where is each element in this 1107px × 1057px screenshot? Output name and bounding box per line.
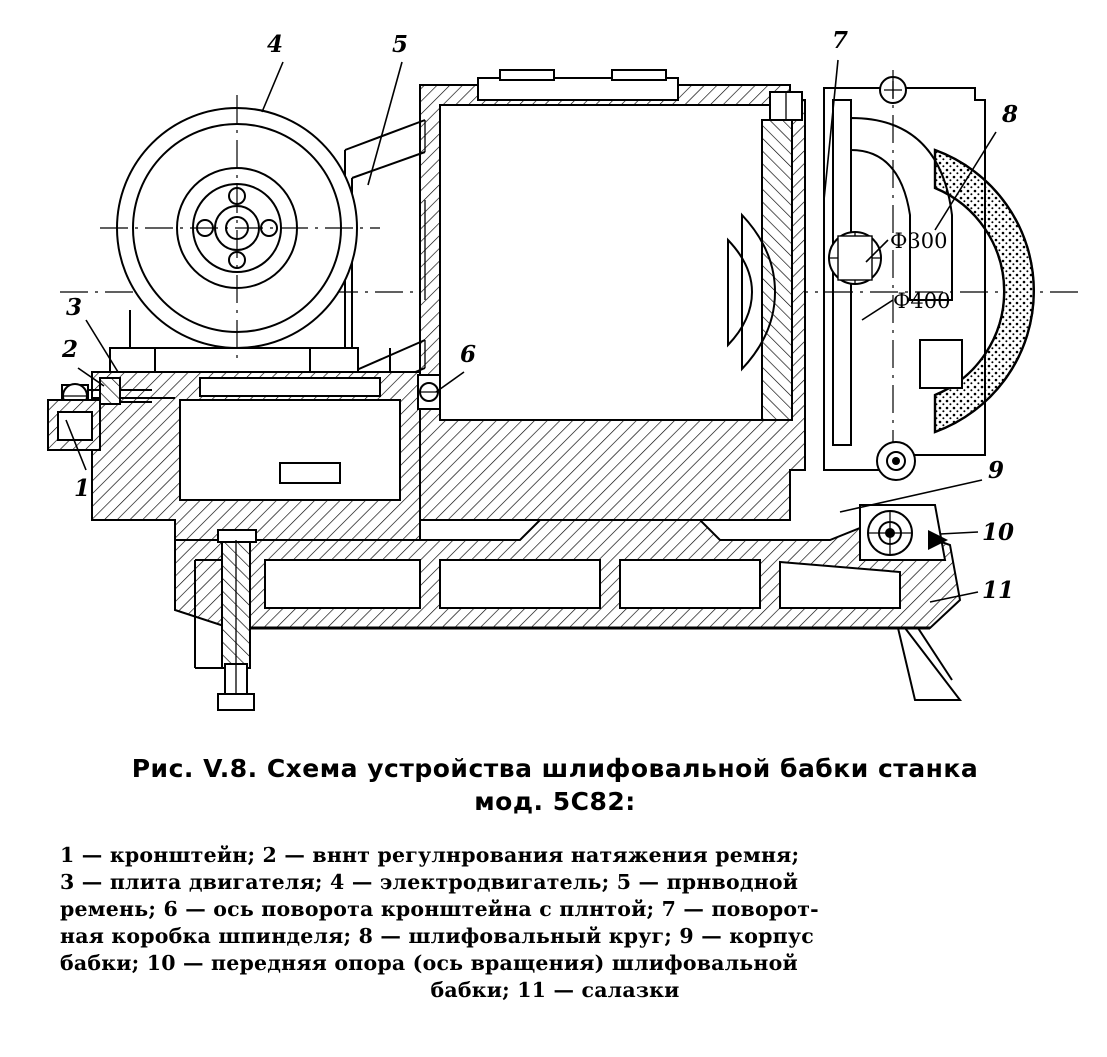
caption-line-1: Рис. V.8. Схема устройства шлифовальной бабки станка: [131, 754, 979, 783]
figure-caption: [60, 752, 1050, 818]
legend-line-6: бабки; 11 — салазки: [430, 978, 680, 1002]
callout-8: 8: [1001, 101, 1019, 128]
callout-10: 10: [981, 519, 1015, 546]
bracket: [48, 400, 100, 450]
callout-5: 5: [391, 31, 409, 58]
motor-plate-bracket: [48, 372, 440, 540]
caption-line-2: мод. 5С82:: [474, 787, 636, 816]
legend-line-1: 1 — кронштейн; 2 — вннт регулнрования натяжения ремня;: [60, 843, 800, 867]
legend-line-2: 3 — плита двигателя; 4 — электродвигатель; 5 — прнводной: [60, 870, 799, 894]
callout-2: 2: [61, 336, 79, 363]
callout-7: 7: [831, 27, 849, 54]
spindle-housing: [420, 70, 805, 520]
dimension-400: Ф400: [893, 289, 951, 313]
callout-1: 1: [73, 475, 91, 502]
front-support-axis: [860, 505, 948, 560]
callout-6: 6: [459, 341, 477, 368]
figure-legend: [60, 842, 1050, 1004]
callout-9: 9: [987, 457, 1005, 484]
dimension-300: Ф300: [890, 229, 948, 253]
callout-4: 4: [266, 31, 284, 58]
callout-11: 11: [981, 577, 1015, 604]
callout-3: 3: [65, 294, 83, 321]
legend-line-3: ремень; 6 — ось поворота кронштейна с плнтой; 7 — поворот-: [60, 897, 819, 921]
legend-line-5: бабки; 10 — передняя опора (ось вращения) шлифовальной: [60, 951, 798, 975]
legend-line-4: ная коробка шпинделя; 8 — шлифовальный круг; 9 — корпус: [60, 924, 814, 948]
